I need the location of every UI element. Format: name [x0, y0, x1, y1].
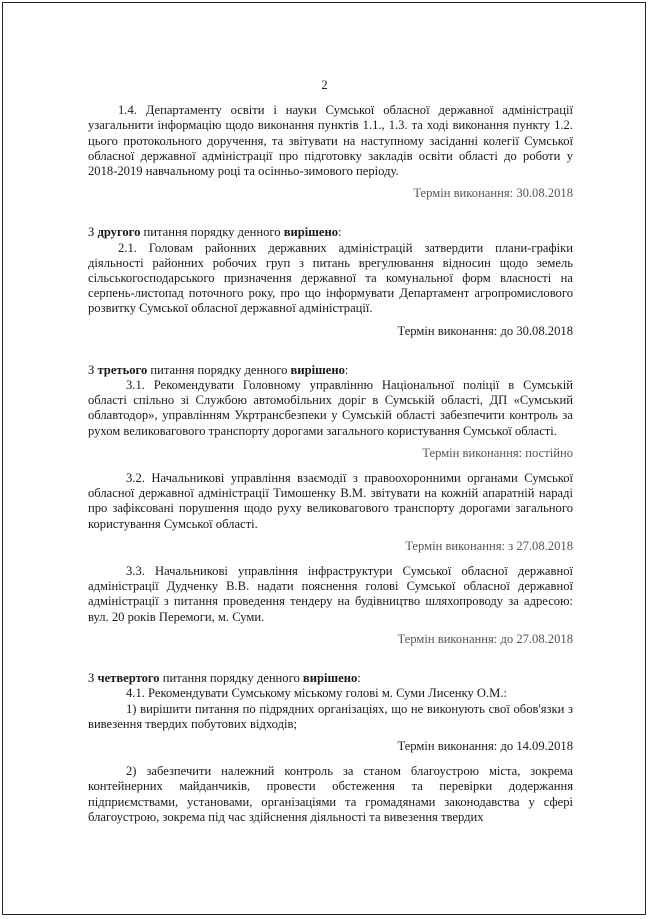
item-1-4: 1.4. Департаменту освіти і науки Сумської обласної державної адміністрації узагальнити інформацію щодо виконання пунктів 1.1., 1.3. та ході виконання пункту 1.2. цього протокольного доручення, та звітувати на наступному засіданні колегії Сумської обласної державної адміністрації про підготовку закладів освіти області до роботи у 2018-2019 навчальному році та осінньо-зимового періоду.: [88, 103, 573, 179]
section-3-heading: З третього питання порядку денного вирішено:: [88, 362, 349, 377]
section-2-decided: вирішено: [283, 225, 339, 240]
item-2-1: 2.1. Головам районних державних адміністрацій затвердити плани-графіки діяльності районних робочих груп з питань врегулювання відносин щодо земель сільськогосподарського призначення державної та комунальної форм власності на серпень-листопад поточного року, про що інформувати Департамент агропромислового розвитку Сумської обласної державної адміністрації.: [88, 240, 573, 316]
section-4-heading: З четвертого питання порядку денного вирішено:: [88, 671, 361, 686]
section-4-decided: вирішено: [302, 671, 358, 686]
deadline-2-1: Термін виконання: до 30.08.2018: [397, 323, 573, 338]
item-3-2: 3.2. Начальникові управління взаємодії з правоохоронними органами Сумської обласної державної адміністрації Тимошенку В.М. звітувати на кожній апаратній нараді про зафіксовані порушення щодо руху великовагового транспорту дорогами загального користування Сумської області.: [88, 471, 573, 531]
deadline-1-4: Термін виконання: 30.08.2018: [413, 186, 573, 201]
section-2-ordinal: другого: [97, 225, 141, 240]
deadline-3-1: Термін виконання: постійно: [422, 445, 573, 460]
item-3-1: 3.1. Рекомендувати Головному управлінню Національної поліції в Сумській області спільно зі Службою автомобільних доріг в Сумській області, ДП «Сумський облавтодор», управлінням Укртрансбезпеки у Сумській області забезпечити контроль за рухом великовагового транспорту дорогами загального користування Сумської області.: [88, 378, 573, 438]
section-3-decided: вирішено: [290, 362, 345, 377]
item-4-1: 4.1. Рекомендувати Сумському міському голові м. Суми Лисенку О.М.:: [126, 686, 507, 701]
deadline-3-3: Термін виконання: до 27.08.2018: [397, 631, 573, 646]
item-4-1-sub-1: 1) вирішити питання по підрядних організаціях, що не виконують свої обов'язки з вивезення твердих побутових відходів;: [88, 701, 573, 731]
section-4-ordinal: четвертого: [97, 671, 160, 686]
section-3-ordinal: третього: [97, 362, 148, 377]
deadline-3-2: Термін виконання: з 27.08.2018: [405, 538, 573, 553]
page-number: 2: [321, 78, 328, 92]
document-page: [88, 78, 573, 825]
item-4-1-sub-2: 2) забезпечити належний контроль за станом благоустрою міста, зокрема контейнерних майданчиків, провести обстеження та перевірки додержання підприємствами, установами, організаціями та громадянами законодавства у сфері благоустрою, зокрема під час здійснення діяльності та вивезення твердих: [88, 764, 573, 824]
section-2-heading: З другого питання порядку денного вирішено:: [88, 225, 342, 240]
item-3-3: 3.3. Начальникові управління інфраструктури Сумської обласної державної адміністрації Дудченку В.В. надати пояснення голові Сумської обласної державної адміністрації з питання проведення тендеру на будівництво шляхопроводу за адресою: вул. 20 років Перемоги, м. Суми.: [88, 564, 573, 624]
deadline-4-1-sub-1: Термін виконання: до 14.09.2018: [397, 738, 573, 753]
